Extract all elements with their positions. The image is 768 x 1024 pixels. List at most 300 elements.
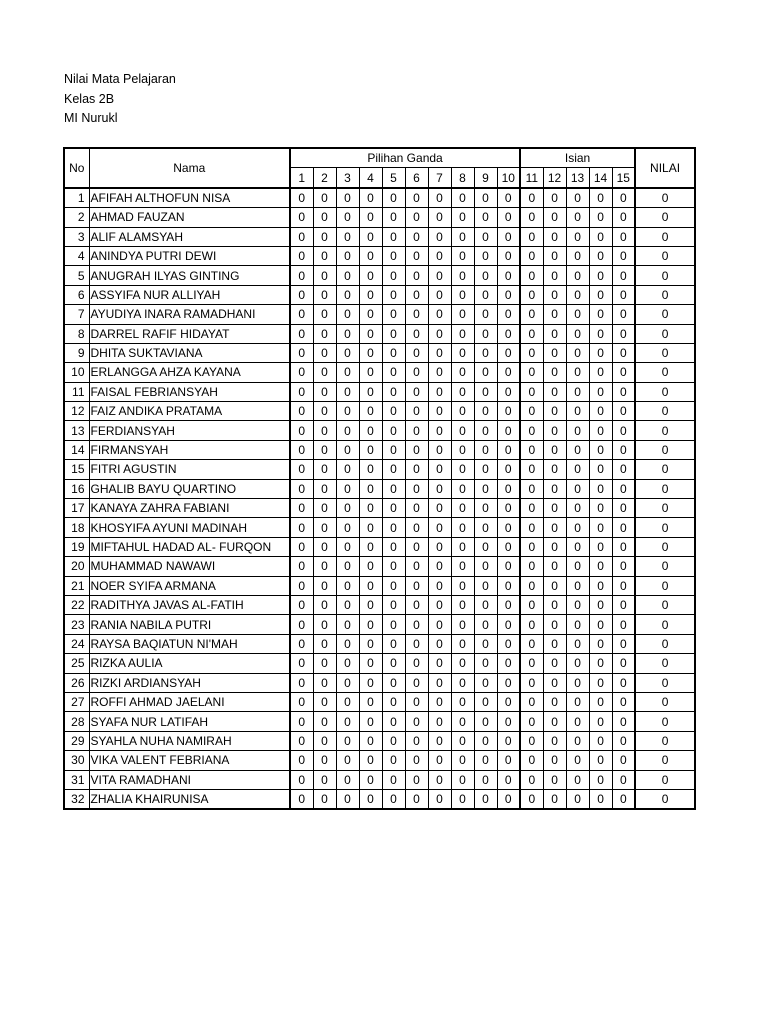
score-cell: 0 [336, 440, 359, 459]
score-cell: 0 [451, 731, 474, 750]
student-row [64, 615, 695, 634]
student-row [64, 751, 695, 770]
question-number-header: 8 [451, 168, 474, 188]
question-number-header: 5 [382, 168, 405, 188]
score-cell: 0 [589, 305, 612, 324]
score-cell: 0 [566, 402, 589, 421]
nilai-cell: 0 [635, 402, 695, 421]
score-cell: 0 [313, 208, 336, 227]
question-number-header: 6 [405, 168, 428, 188]
score-cell: 0 [359, 246, 382, 265]
score-cell: 0 [290, 479, 313, 498]
score-cell: 0 [313, 479, 336, 498]
row-number: 12 [64, 402, 89, 421]
score-cell: 0 [497, 654, 520, 673]
score-cell: 0 [336, 208, 359, 227]
score-cell: 0 [359, 595, 382, 614]
nilai-cell: 0 [635, 188, 695, 208]
score-cell: 0 [520, 615, 543, 634]
student-row [64, 343, 695, 362]
score-cell: 0 [520, 285, 543, 304]
score-cell: 0 [612, 246, 635, 265]
score-cell: 0 [474, 537, 497, 556]
student-row [64, 576, 695, 595]
student-name: ANINDYA PUTRI DEWI [89, 246, 290, 265]
score-cell: 0 [566, 518, 589, 537]
student-row [64, 479, 695, 498]
score-cell: 0 [290, 537, 313, 556]
score-cell: 0 [543, 673, 566, 692]
score-cell: 0 [566, 227, 589, 246]
score-cell: 0 [382, 673, 405, 692]
header-name: Nama [89, 148, 290, 188]
score-cell: 0 [359, 324, 382, 343]
score-cell: 0 [612, 692, 635, 711]
score-cell: 0 [359, 363, 382, 382]
score-cell: 0 [382, 324, 405, 343]
score-cell: 0 [497, 382, 520, 401]
score-cell: 0 [428, 634, 451, 653]
score-cell: 0 [589, 343, 612, 362]
score-cell: 0 [520, 188, 543, 208]
score-cell: 0 [313, 673, 336, 692]
score-cell: 0 [520, 402, 543, 421]
score-cell: 0 [451, 266, 474, 285]
score-cell: 0 [290, 499, 313, 518]
score-cell: 0 [474, 576, 497, 595]
student-row [64, 712, 695, 731]
score-cell: 0 [428, 440, 451, 459]
header-isian: Isian [520, 148, 635, 168]
score-cell: 0 [451, 557, 474, 576]
score-cell: 0 [520, 518, 543, 537]
score-cell: 0 [520, 537, 543, 556]
nilai-cell: 0 [635, 363, 695, 382]
score-cell: 0 [359, 751, 382, 770]
score-cell: 0 [382, 305, 405, 324]
student-name: RADITHYA JAVAS AL-FATIH [89, 595, 290, 614]
score-cell: 0 [566, 421, 589, 440]
grade-table-body [64, 188, 695, 810]
score-cell: 0 [290, 402, 313, 421]
score-cell: 0 [290, 634, 313, 653]
nilai-cell: 0 [635, 751, 695, 770]
score-cell: 0 [336, 557, 359, 576]
row-number: 26 [64, 673, 89, 692]
score-cell: 0 [451, 363, 474, 382]
score-cell: 0 [428, 751, 451, 770]
score-cell: 0 [520, 479, 543, 498]
score-cell: 0 [359, 789, 382, 809]
score-cell: 0 [451, 692, 474, 711]
score-cell: 0 [474, 285, 497, 304]
student-name: RIZKI ARDIANSYAH [89, 673, 290, 692]
score-cell: 0 [497, 266, 520, 285]
score-cell: 0 [520, 324, 543, 343]
score-cell: 0 [428, 518, 451, 537]
score-cell: 0 [543, 751, 566, 770]
score-cell: 0 [497, 363, 520, 382]
score-cell: 0 [589, 266, 612, 285]
score-cell: 0 [382, 363, 405, 382]
score-cell: 0 [589, 285, 612, 304]
score-cell: 0 [474, 634, 497, 653]
score-cell: 0 [497, 440, 520, 459]
score-cell: 0 [382, 518, 405, 537]
score-cell: 0 [428, 460, 451, 479]
row-number: 21 [64, 576, 89, 595]
score-cell: 0 [451, 537, 474, 556]
score-cell: 0 [497, 537, 520, 556]
score-cell: 0 [451, 305, 474, 324]
score-cell: 0 [612, 499, 635, 518]
score-cell: 0 [566, 537, 589, 556]
score-cell: 0 [336, 595, 359, 614]
score-cell: 0 [543, 576, 566, 595]
score-cell: 0 [313, 692, 336, 711]
score-cell: 0 [290, 673, 313, 692]
score-cell: 0 [474, 460, 497, 479]
score-cell: 0 [612, 324, 635, 343]
score-cell: 0 [428, 731, 451, 750]
score-cell: 0 [589, 751, 612, 770]
nilai-cell: 0 [635, 654, 695, 673]
score-cell: 0 [566, 673, 589, 692]
score-cell: 0 [405, 266, 428, 285]
nilai-cell: 0 [635, 595, 695, 614]
score-cell: 0 [405, 460, 428, 479]
score-cell: 0 [359, 188, 382, 208]
score-cell: 0 [474, 227, 497, 246]
row-number: 23 [64, 615, 89, 634]
student-row [64, 770, 695, 789]
score-cell: 0 [382, 499, 405, 518]
score-cell: 0 [336, 460, 359, 479]
score-cell: 0 [290, 266, 313, 285]
score-cell: 0 [405, 576, 428, 595]
row-number: 20 [64, 557, 89, 576]
score-cell: 0 [290, 343, 313, 362]
score-cell: 0 [612, 557, 635, 576]
student-name: SYAHLA NUHA NAMIRAH [89, 731, 290, 750]
score-cell: 0 [566, 382, 589, 401]
score-cell: 0 [428, 343, 451, 362]
score-cell: 0 [336, 343, 359, 362]
question-number-header: 12 [543, 168, 566, 188]
score-cell: 0 [313, 382, 336, 401]
score-cell: 0 [589, 246, 612, 265]
score-cell: 0 [589, 499, 612, 518]
student-row [64, 557, 695, 576]
row-number: 29 [64, 731, 89, 750]
score-cell: 0 [451, 402, 474, 421]
student-row [64, 188, 695, 208]
score-cell: 0 [543, 654, 566, 673]
score-cell: 0 [497, 499, 520, 518]
score-cell: 0 [359, 654, 382, 673]
score-cell: 0 [428, 595, 451, 614]
question-number-header: 15 [612, 168, 635, 188]
score-cell: 0 [474, 188, 497, 208]
score-cell: 0 [566, 285, 589, 304]
nilai-cell: 0 [635, 673, 695, 692]
score-cell: 0 [405, 208, 428, 227]
score-cell: 0 [451, 227, 474, 246]
score-cell: 0 [336, 421, 359, 440]
score-cell: 0 [382, 770, 405, 789]
student-name: ALIF ALAMSYAH [89, 227, 290, 246]
score-cell: 0 [543, 595, 566, 614]
score-cell: 0 [405, 615, 428, 634]
score-cell: 0 [359, 557, 382, 576]
question-number-header: 13 [566, 168, 589, 188]
score-cell: 0 [566, 440, 589, 459]
score-cell: 0 [290, 246, 313, 265]
score-cell: 0 [336, 324, 359, 343]
row-number: 28 [64, 712, 89, 731]
score-cell: 0 [359, 421, 382, 440]
nilai-cell: 0 [635, 285, 695, 304]
score-cell: 0 [359, 634, 382, 653]
score-cell: 0 [474, 324, 497, 343]
score-cell: 0 [612, 402, 635, 421]
row-number: 14 [64, 440, 89, 459]
score-cell: 0 [543, 382, 566, 401]
score-cell: 0 [612, 770, 635, 789]
student-row [64, 324, 695, 343]
student-name: KANAYA ZAHRA FABIANI [89, 499, 290, 518]
score-cell: 0 [290, 460, 313, 479]
nilai-cell: 0 [635, 208, 695, 227]
score-cell: 0 [612, 440, 635, 459]
score-cell: 0 [359, 692, 382, 711]
score-cell: 0 [589, 557, 612, 576]
student-row [64, 421, 695, 440]
score-cell: 0 [313, 324, 336, 343]
student-row [64, 692, 695, 711]
student-name: AYUDIYA INARA RAMADHANI [89, 305, 290, 324]
score-cell: 0 [474, 382, 497, 401]
score-cell: 0 [451, 499, 474, 518]
nilai-cell: 0 [635, 518, 695, 537]
score-cell: 0 [405, 751, 428, 770]
score-cell: 0 [589, 460, 612, 479]
score-cell: 0 [359, 499, 382, 518]
score-cell: 0 [543, 518, 566, 537]
score-cell: 0 [428, 266, 451, 285]
score-cell: 0 [474, 673, 497, 692]
score-cell: 0 [497, 285, 520, 304]
score-cell: 0 [336, 188, 359, 208]
question-number-header: 4 [359, 168, 382, 188]
score-cell: 0 [566, 712, 589, 731]
score-cell: 0 [520, 208, 543, 227]
score-cell: 0 [336, 634, 359, 653]
score-cell: 0 [474, 305, 497, 324]
student-row [64, 789, 695, 809]
score-cell: 0 [336, 479, 359, 498]
score-cell: 0 [497, 343, 520, 362]
nilai-cell: 0 [635, 460, 695, 479]
score-cell: 0 [566, 499, 589, 518]
score-cell: 0 [612, 460, 635, 479]
student-name: RIZKA AULIA [89, 654, 290, 673]
row-number: 7 [64, 305, 89, 324]
score-cell: 0 [336, 712, 359, 731]
score-cell: 0 [428, 246, 451, 265]
score-cell: 0 [612, 227, 635, 246]
score-cell: 0 [543, 246, 566, 265]
score-cell: 0 [382, 751, 405, 770]
score-cell: 0 [543, 634, 566, 653]
score-cell: 0 [428, 285, 451, 304]
score-cell: 0 [428, 324, 451, 343]
score-cell: 0 [382, 731, 405, 750]
score-cell: 0 [359, 576, 382, 595]
score-cell: 0 [428, 382, 451, 401]
nilai-cell: 0 [635, 615, 695, 634]
score-cell: 0 [474, 712, 497, 731]
score-cell: 0 [451, 751, 474, 770]
score-cell: 0 [566, 751, 589, 770]
question-number-header: 7 [428, 168, 451, 188]
score-cell: 0 [382, 246, 405, 265]
score-cell: 0 [612, 673, 635, 692]
score-cell: 0 [589, 789, 612, 809]
nilai-cell: 0 [635, 479, 695, 498]
score-cell: 0 [520, 343, 543, 362]
score-cell: 0 [313, 227, 336, 246]
score-cell: 0 [336, 615, 359, 634]
score-cell: 0 [382, 789, 405, 809]
score-cell: 0 [451, 246, 474, 265]
score-cell: 0 [474, 479, 497, 498]
student-name: AHMAD FAUZAN [89, 208, 290, 227]
score-cell: 0 [589, 654, 612, 673]
score-cell: 0 [451, 634, 474, 653]
score-cell: 0 [290, 285, 313, 304]
score-cell: 0 [405, 440, 428, 459]
score-cell: 0 [428, 479, 451, 498]
score-cell: 0 [382, 576, 405, 595]
score-cell: 0 [612, 208, 635, 227]
question-number-header: 10 [497, 168, 520, 188]
score-cell: 0 [451, 479, 474, 498]
score-cell: 0 [612, 382, 635, 401]
score-cell: 0 [520, 731, 543, 750]
score-cell: 0 [359, 518, 382, 537]
score-cell: 0 [405, 692, 428, 711]
nilai-cell: 0 [635, 324, 695, 343]
student-row [64, 363, 695, 382]
score-cell: 0 [359, 770, 382, 789]
score-cell: 0 [497, 595, 520, 614]
score-cell: 0 [336, 402, 359, 421]
score-cell: 0 [474, 440, 497, 459]
row-number: 10 [64, 363, 89, 382]
header-nilai: NILAI [635, 148, 695, 188]
row-number: 1 [64, 188, 89, 208]
header-no: No [64, 148, 89, 188]
score-cell: 0 [566, 363, 589, 382]
row-number: 19 [64, 537, 89, 556]
score-cell: 0 [474, 266, 497, 285]
score-cell: 0 [589, 576, 612, 595]
score-cell: 0 [290, 731, 313, 750]
score-cell: 0 [520, 789, 543, 809]
score-cell: 0 [359, 479, 382, 498]
row-number: 16 [64, 479, 89, 498]
score-cell: 0 [290, 305, 313, 324]
subject-title: Nilai Mata Pelajaran [64, 72, 176, 86]
row-number: 13 [64, 421, 89, 440]
score-cell: 0 [313, 576, 336, 595]
score-cell: 0 [589, 595, 612, 614]
score-cell: 0 [520, 305, 543, 324]
score-cell: 0 [359, 537, 382, 556]
score-cell: 0 [497, 789, 520, 809]
score-cell: 0 [497, 751, 520, 770]
score-cell: 0 [451, 595, 474, 614]
score-cell: 0 [612, 595, 635, 614]
score-cell: 0 [405, 324, 428, 343]
question-number-header: 3 [336, 168, 359, 188]
score-cell: 0 [474, 363, 497, 382]
nilai-cell: 0 [635, 712, 695, 731]
nilai-cell: 0 [635, 246, 695, 265]
nilai-cell: 0 [635, 557, 695, 576]
score-cell: 0 [451, 789, 474, 809]
score-cell: 0 [566, 789, 589, 809]
score-cell: 0 [520, 499, 543, 518]
score-cell: 0 [589, 479, 612, 498]
score-cell: 0 [520, 595, 543, 614]
score-cell: 0 [497, 421, 520, 440]
score-cell: 0 [405, 402, 428, 421]
score-cell: 0 [313, 634, 336, 653]
score-cell: 0 [313, 188, 336, 208]
score-cell: 0 [382, 382, 405, 401]
student-name: FAISAL FEBRIANSYAH [89, 382, 290, 401]
score-cell: 0 [497, 188, 520, 208]
score-cell: 0 [474, 770, 497, 789]
row-number: 5 [64, 266, 89, 285]
student-name: MUHAMMAD NAWAWI [89, 557, 290, 576]
score-cell: 0 [543, 789, 566, 809]
score-cell: 0 [543, 266, 566, 285]
score-cell: 0 [589, 188, 612, 208]
score-cell: 0 [313, 343, 336, 362]
score-cell: 0 [589, 692, 612, 711]
score-cell: 0 [428, 576, 451, 595]
score-cell: 0 [566, 576, 589, 595]
score-cell: 0 [589, 731, 612, 750]
score-cell: 0 [497, 634, 520, 653]
score-cell: 0 [451, 421, 474, 440]
student-name: ANUGRAH ILYAS GINTING [89, 266, 290, 285]
score-cell: 0 [382, 188, 405, 208]
student-name: FIRMANSYAH [89, 440, 290, 459]
score-cell: 0 [497, 208, 520, 227]
score-cell: 0 [336, 751, 359, 770]
score-cell: 0 [520, 692, 543, 711]
score-cell: 0 [405, 537, 428, 556]
score-cell: 0 [543, 363, 566, 382]
score-cell: 0 [405, 770, 428, 789]
student-row [64, 673, 695, 692]
score-cell: 0 [336, 363, 359, 382]
score-cell: 0 [428, 712, 451, 731]
